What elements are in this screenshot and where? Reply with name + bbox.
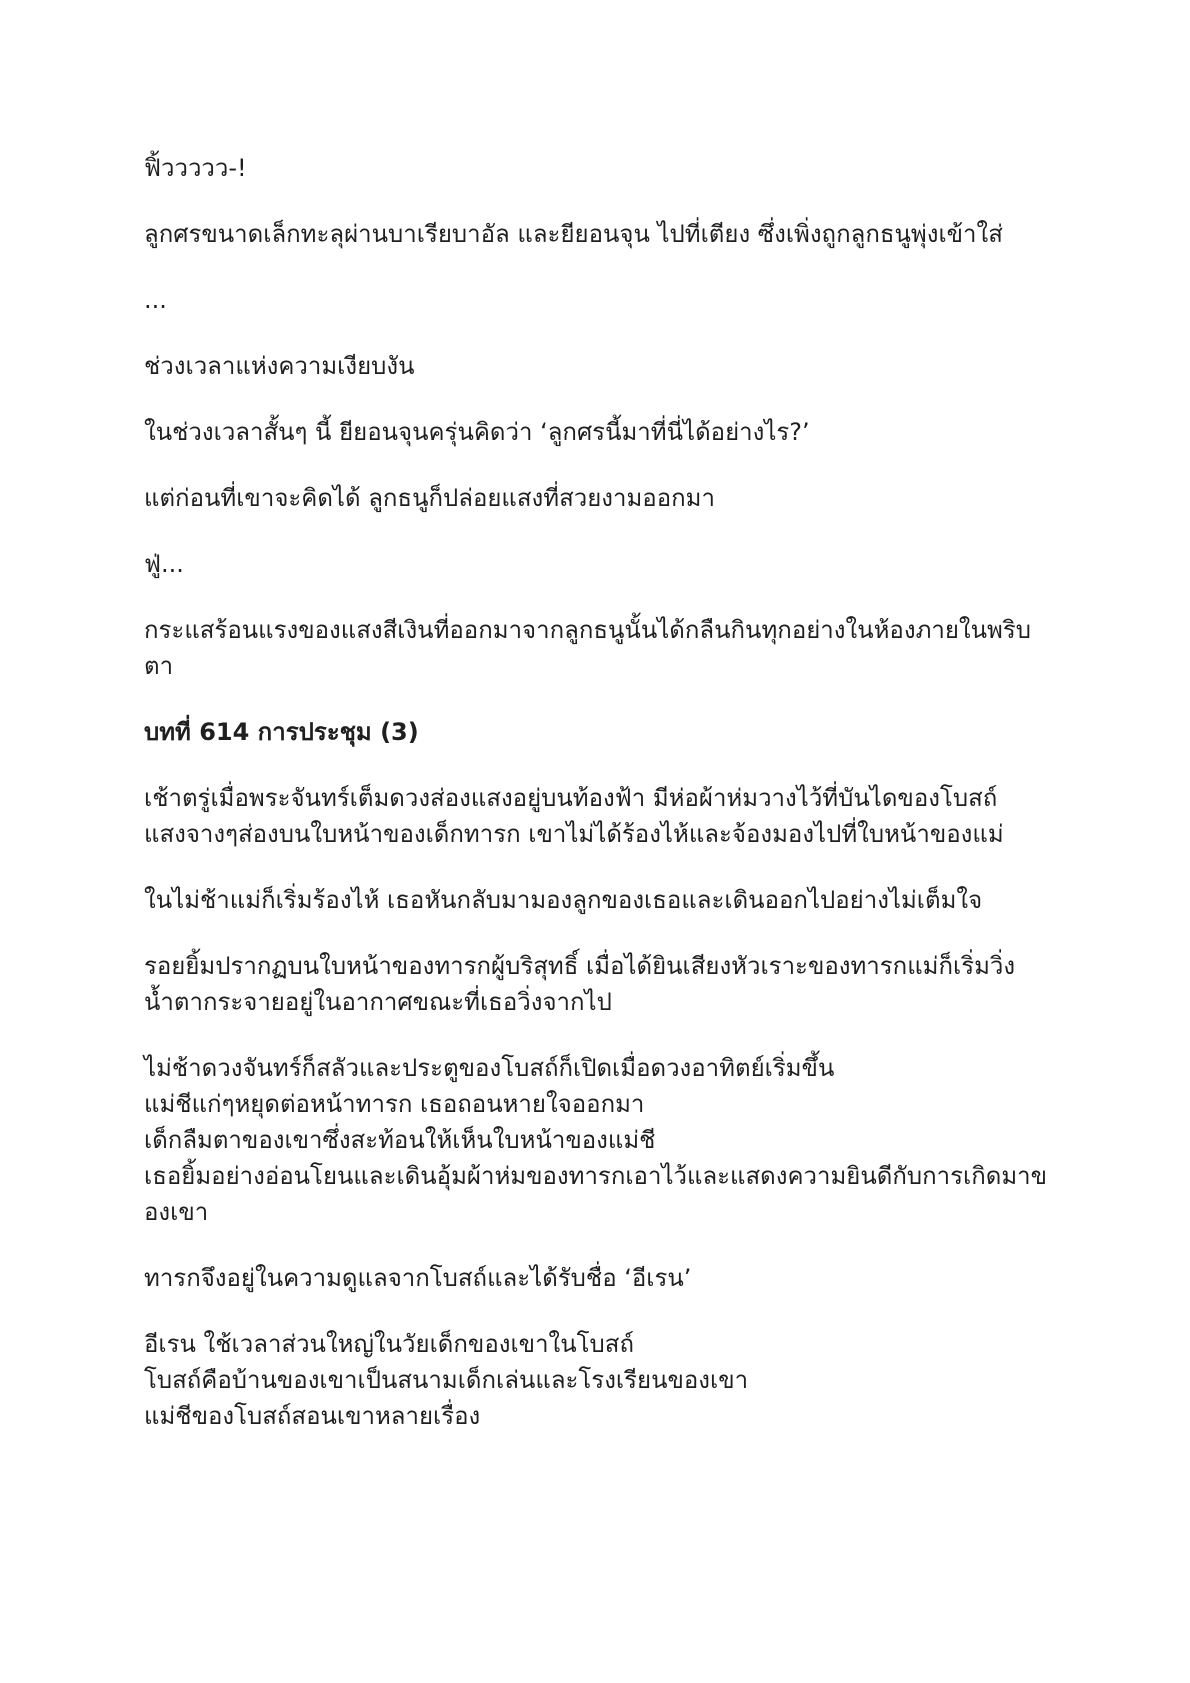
paragraph-line: อีเรน ใช้เวลาส่วนใหญ่ในวัยเด็กของเขาในโบสถ์ bbox=[144, 1330, 634, 1358]
paragraph bbox=[144, 282, 1054, 318]
paragraph-line: รอยยิ้มปรากฏบนใบหน้าของทารกผู้บริสุทธิ์ เมื่อได้ยินเสียงหัวเราะของทารกแม่ก็เริ่มวิ่ง bbox=[144, 952, 1016, 980]
paragraph bbox=[144, 882, 1054, 918]
paragraph-line: ช่วงเวลาแห่งความเงียบงัน bbox=[144, 352, 415, 380]
paragraph-line: ... bbox=[144, 286, 167, 314]
paragraph-line: ไม่ช้าดวงจันทร์ก็สลัวและประตูของโบสถ์ก็เปิดเมื่อดวงอาทิตย์เริ่มขึ้น bbox=[144, 1054, 835, 1082]
paragraph-line: แม่ชีของโบสถ์สอนเขาหลายเรื่อง bbox=[144, 1402, 481, 1430]
paragraph-line: ฟิ้ววววว-! bbox=[144, 154, 247, 182]
paragraph bbox=[144, 150, 1054, 186]
paragraph-line: องเขา bbox=[144, 1198, 209, 1226]
paragraph-line: แสงจางๆส่องบนใบหน้าของเด็กทารก เขาไม่ได้ร้องไห้และจ้องมองไปที่ใบหน้าของแม่ bbox=[144, 820, 1004, 848]
chapter-heading: บทที่ 614 การประชุม (3) bbox=[144, 718, 419, 746]
paragraph-line: น้ำตากระจายอยู่ในอากาศขณะที่เธอวิ่งจากไป bbox=[144, 988, 612, 1016]
paragraph bbox=[144, 612, 1054, 684]
paragraph-line: เด็กลืมตาของเขาซึ่งสะท้อนให้เห็นใบหน้าของแม่ชี bbox=[144, 1126, 656, 1154]
paragraph-line: เธอยิ้มอย่างอ่อนโยนและเดินอุ้มผ้าห่มของทารกเอาไว้และแสดงความยินดีกับการเกิดมาข bbox=[144, 1162, 1048, 1190]
paragraph bbox=[144, 348, 1054, 384]
paragraphs-after-heading bbox=[144, 780, 1054, 1434]
paragraph bbox=[144, 948, 1054, 1020]
paragraph bbox=[144, 480, 1054, 516]
paragraph-line: ฟู่... bbox=[144, 550, 184, 578]
paragraph-line: เช้าตรู่เมื่อพระจันทร์เต็มดวงส่องแสงอยู่บนท้องฟ้า มีห่อผ้าห่มวางไว้ที่บันไดของโบสถ์ bbox=[144, 784, 998, 812]
paragraph bbox=[144, 546, 1054, 582]
paragraph bbox=[144, 216, 1054, 252]
paragraph-line: ในช่วงเวลาสั้นๆ นี้ ยียอนจุนครุ่นคิดว่า ‘ลูกศรนี้มาที่นี่ได้อย่างไร?’ bbox=[144, 418, 810, 446]
paragraph-line: ลูกศรขนาดเล็กทะลุผ่านบาเรียบาอัล และยียอนจุน ไปที่เตียง ซึ่งเพิ่งถูกลูกธนูพุ่งเข้าใส่ bbox=[144, 220, 1003, 248]
paragraph bbox=[144, 780, 1054, 852]
paragraph bbox=[144, 1050, 1054, 1230]
paragraph bbox=[144, 414, 1054, 450]
paragraph-line: ในไม่ช้าแม่ก็เริ่มร้องไห้ เธอหันกลับมามองลูกของเธอและเดินออกไปอย่างไม่เต็มใจ bbox=[144, 886, 983, 914]
paragraphs-before-heading bbox=[144, 150, 1054, 684]
paragraph bbox=[144, 1260, 1054, 1296]
paragraph-line: ตา bbox=[144, 652, 174, 680]
paragraph-line: แม่ชีแก่ๆหยุดต่อหน้าทารก เธอถอนหายใจออกมา bbox=[144, 1090, 645, 1118]
document-page bbox=[144, 150, 1054, 1464]
paragraph-line: ทารกจึงอยู่ในความดูแลจากโบสถ์และได้รับชื่อ ‘อีเรน’ bbox=[144, 1264, 692, 1292]
paragraph-line: กระแสร้อนแรงของแสงสีเงินที่ออกมาจากลูกธนูนั้นได้กลืนกินทุกอย่างในห้องภายในพริบ bbox=[144, 616, 1031, 644]
paragraph-line: โบสถ์คือบ้านของเขาเป็นสนามเด็กเล่นและโรงเรียนของเขา bbox=[144, 1366, 749, 1394]
paragraph bbox=[144, 1326, 1054, 1434]
paragraph-line: แต่ก่อนที่เขาจะคิดได้ ลูกธนูก็ปล่อยแสงที่สวยงามออกมา bbox=[144, 484, 715, 512]
